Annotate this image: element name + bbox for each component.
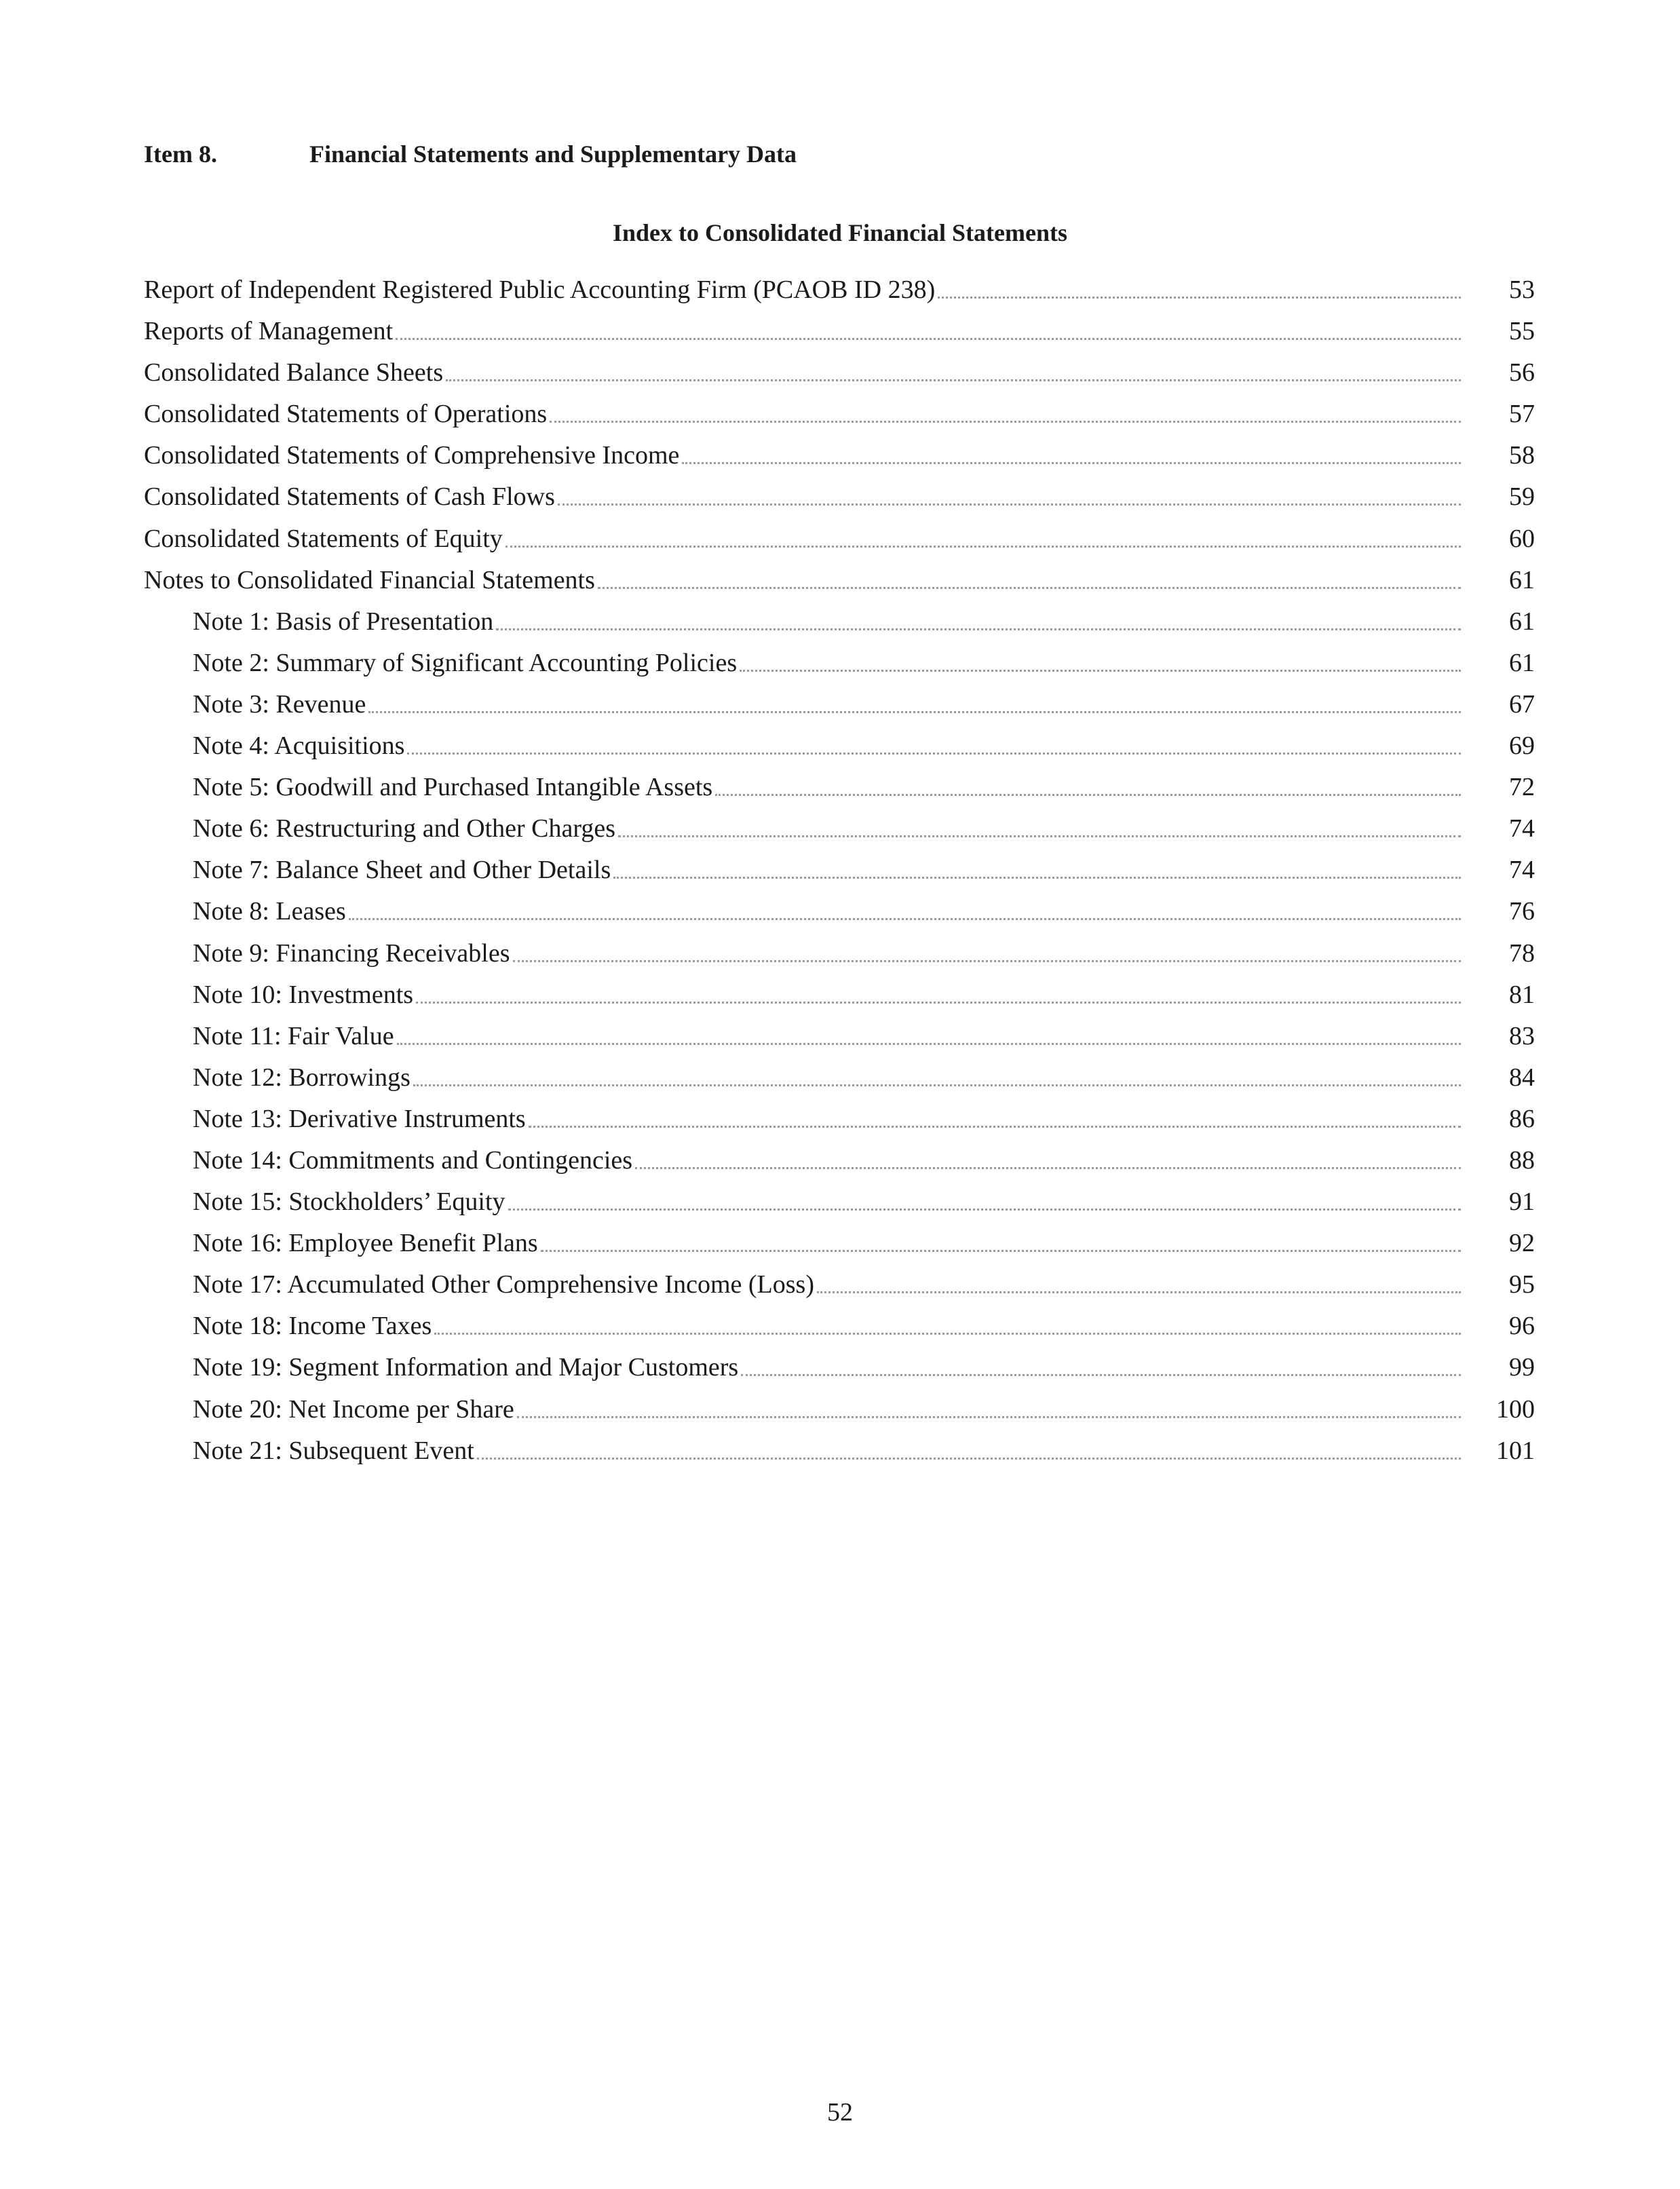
item-title: Financial Statements and Supplementary Data xyxy=(309,140,797,168)
toc-entry-title: Note 8: Leases xyxy=(193,897,346,926)
dot-leader xyxy=(513,960,1462,962)
toc-row[interactable] xyxy=(144,1390,1535,1431)
dot-leader xyxy=(740,670,1461,672)
toc-page-number: 61 xyxy=(1509,607,1535,636)
toc-page-number: 83 xyxy=(1509,1021,1535,1050)
toc-entry xyxy=(193,726,1461,763)
toc-entry xyxy=(193,1348,1461,1384)
toc-row[interactable] xyxy=(144,560,1535,602)
toc-page-number: 99 xyxy=(1509,1353,1535,1382)
toc-row[interactable] xyxy=(144,975,1535,1016)
toc-entry-title: Notes to Consolidated Financial Statements xyxy=(144,565,595,594)
toc-page-number: 84 xyxy=(1509,1063,1535,1092)
dot-leader xyxy=(938,297,1461,299)
toc-page-number: 59 xyxy=(1509,482,1535,512)
toc-page-number: 53 xyxy=(1509,275,1535,304)
dot-leader xyxy=(508,1208,1461,1211)
dot-leader xyxy=(413,1084,1461,1086)
toc-page-number: 92 xyxy=(1509,1229,1535,1258)
toc-entry-title: Note 4: Acquisitions xyxy=(193,731,405,761)
toc-entry-title: Reports of Management xyxy=(144,317,394,346)
toc-entry xyxy=(193,1016,1461,1053)
toc-page-number: 74 xyxy=(1509,856,1535,885)
toc-entry-title: Note 5: Goodwill and Purchased Intangible Assets xyxy=(193,773,713,802)
toc-entry xyxy=(193,1431,1461,1468)
toc-entry-title: Note 10: Investments xyxy=(193,980,414,1009)
dot-leader xyxy=(741,1374,1461,1376)
toc-row[interactable] xyxy=(144,311,1535,353)
toc-page-number: 67 xyxy=(1509,689,1535,719)
dot-leader xyxy=(635,1167,1461,1169)
toc-entry xyxy=(144,311,1461,348)
toc-row[interactable] xyxy=(144,1058,1535,1099)
toc-entry-title: Consolidated Statements of Cash Flows xyxy=(144,482,555,512)
toc-entry xyxy=(193,1058,1461,1094)
toc-entry xyxy=(193,643,1461,680)
toc-entry-title: Note 15: Stockholders’ Equity xyxy=(193,1187,505,1217)
toc-page-number: 78 xyxy=(1509,938,1535,968)
toc-row[interactable] xyxy=(144,1306,1535,1348)
toc-row[interactable] xyxy=(144,1348,1535,1389)
toc-row[interactable] xyxy=(144,850,1535,892)
toc-row[interactable] xyxy=(144,477,1535,518)
dot-leader xyxy=(558,503,1461,506)
toc-page-number: 74 xyxy=(1509,814,1535,843)
toc-page-number: 61 xyxy=(1509,565,1535,594)
toc-entry-title: Note 21: Subsequent Event xyxy=(193,1436,474,1465)
dot-leader xyxy=(550,421,1461,423)
toc-entry-title: Consolidated Balance Sheets xyxy=(144,358,444,387)
toc-row[interactable] xyxy=(144,602,1535,643)
dot-leader xyxy=(397,1043,1461,1045)
toc-entry-title: Note 13: Derivative Instruments xyxy=(193,1104,526,1133)
toc-entry-title: Note 1: Basis of Presentation xyxy=(193,607,494,636)
toc-row[interactable] xyxy=(144,934,1535,975)
toc-row[interactable] xyxy=(144,353,1535,394)
toc-page-number: 100 xyxy=(1496,1394,1535,1424)
toc-entry-title: Note 18: Income Taxes xyxy=(193,1312,432,1341)
toc-entry xyxy=(144,270,1461,307)
toc-entry-title: Note 12: Borrowings xyxy=(193,1063,411,1092)
toc-row[interactable] xyxy=(144,1141,1535,1182)
section-heading xyxy=(144,137,797,171)
dot-leader xyxy=(446,379,1461,381)
toc-entry xyxy=(193,1099,1461,1136)
toc-entry xyxy=(193,602,1461,639)
toc-entry xyxy=(193,809,1461,845)
toc-entry xyxy=(144,519,1461,556)
toc-entry-title: Consolidated Statements of Equity xyxy=(144,524,503,553)
toc-row[interactable] xyxy=(144,1431,1535,1472)
toc-row[interactable] xyxy=(144,767,1535,809)
dot-leader xyxy=(529,1126,1461,1128)
toc-row[interactable] xyxy=(144,726,1535,767)
toc-entry-title: Consolidated Statements of Operations xyxy=(144,400,548,429)
toc-entry-title: Note 11: Fair Value xyxy=(193,1021,394,1050)
toc-page-number: 88 xyxy=(1509,1145,1535,1175)
item-number: Item 8. xyxy=(144,140,217,168)
toc-row[interactable] xyxy=(144,1016,1535,1058)
toc-page-number: 55 xyxy=(1509,317,1535,346)
dot-leader xyxy=(598,587,1461,589)
dot-leader xyxy=(434,1333,1461,1335)
toc-row[interactable] xyxy=(144,643,1535,685)
toc-page-number: 86 xyxy=(1509,1104,1535,1133)
toc-entry xyxy=(193,1306,1461,1343)
toc-row[interactable] xyxy=(144,1265,1535,1306)
toc-entry-title: Note 3: Revenue xyxy=(193,689,366,719)
table-of-contents xyxy=(144,270,1535,1472)
toc-entry-title: Note 20: Net Income per Share xyxy=(193,1394,514,1424)
toc-entry xyxy=(193,1141,1461,1177)
toc-page-number: 60 xyxy=(1509,524,1535,553)
toc-entry xyxy=(193,1265,1461,1301)
toc-row[interactable] xyxy=(144,1182,1535,1223)
dot-leader xyxy=(613,877,1461,879)
toc-entry xyxy=(144,436,1461,472)
toc-row[interactable] xyxy=(144,809,1535,850)
toc-row[interactable] xyxy=(144,519,1535,560)
toc-row[interactable] xyxy=(144,685,1535,726)
toc-entry xyxy=(144,477,1461,514)
toc-entry xyxy=(193,975,1461,1012)
dot-leader xyxy=(618,835,1461,837)
dot-leader xyxy=(817,1291,1461,1293)
toc-entry xyxy=(193,1182,1461,1219)
toc-page-number: 96 xyxy=(1509,1312,1535,1341)
toc-page-number: 69 xyxy=(1509,731,1535,761)
dot-leader xyxy=(505,546,1461,548)
toc-entry xyxy=(193,934,1461,970)
page-number: 52 xyxy=(827,2098,853,2127)
toc-entry-title: Note 6: Restructuring and Other Charges xyxy=(193,814,615,843)
toc-page-number: 58 xyxy=(1509,441,1535,470)
dot-leader xyxy=(496,628,1461,630)
dot-leader xyxy=(517,1416,1461,1418)
toc-entry-title: Note 9: Financing Receivables xyxy=(193,938,510,968)
toc-entry-title: Note 17: Accumulated Other Comprehensive Income (Loss) xyxy=(193,1270,814,1299)
toc-entry xyxy=(193,685,1461,721)
toc-entry xyxy=(193,1390,1461,1426)
toc-entry-title: Note 7: Balance Sheet and Other Details xyxy=(193,856,611,885)
toc-page-number: 76 xyxy=(1509,897,1535,926)
toc-entry xyxy=(144,560,1461,597)
dot-leader xyxy=(396,338,1461,340)
toc-row[interactable] xyxy=(144,1223,1535,1265)
toc-page-number: 56 xyxy=(1509,358,1535,387)
toc-page-number: 95 xyxy=(1509,1270,1535,1299)
toc-row[interactable] xyxy=(144,394,1535,436)
dot-leader xyxy=(682,462,1461,464)
dot-leader xyxy=(349,918,1461,920)
toc-page-number: 57 xyxy=(1509,400,1535,429)
dot-leader xyxy=(541,1250,1461,1252)
toc-row[interactable] xyxy=(144,270,1535,311)
toc-entry xyxy=(193,1223,1461,1260)
toc-row[interactable] xyxy=(144,436,1535,477)
toc-entry xyxy=(193,767,1461,804)
dot-leader xyxy=(407,753,1461,755)
toc-entry xyxy=(144,353,1461,389)
toc-entry xyxy=(193,892,1461,928)
toc-entry xyxy=(144,394,1461,431)
toc-entry-title: Note 19: Segment Information and Major Customers xyxy=(193,1353,739,1382)
toc-row[interactable] xyxy=(144,1099,1535,1141)
toc-entry xyxy=(193,850,1461,887)
dot-leader xyxy=(477,1458,1461,1460)
toc-entry-title: Note 14: Commitments and Contingencies xyxy=(193,1145,633,1175)
toc-page-number: 81 xyxy=(1509,980,1535,1009)
dot-leader xyxy=(368,711,1461,713)
index-title: Index to Consolidated Financial Statements xyxy=(612,219,1068,246)
toc-entry-title: Report of Independent Registered Public Accounting Firm (PCAOB ID 238) xyxy=(144,275,936,304)
dot-leader xyxy=(416,1002,1461,1004)
toc-page-number: 91 xyxy=(1509,1187,1535,1217)
toc-entry-title: Note 16: Employee Benefit Plans xyxy=(193,1229,538,1258)
toc-page-number: 101 xyxy=(1496,1436,1535,1465)
toc-row[interactable] xyxy=(144,892,1535,933)
toc-page-number: 72 xyxy=(1509,773,1535,802)
toc-entry-title: Note 2: Summary of Significant Accounting Policies xyxy=(193,648,738,677)
toc-entry-title: Consolidated Statements of Comprehensive Income xyxy=(144,441,680,470)
toc-page-number: 61 xyxy=(1509,648,1535,677)
dot-leader xyxy=(715,794,1461,796)
